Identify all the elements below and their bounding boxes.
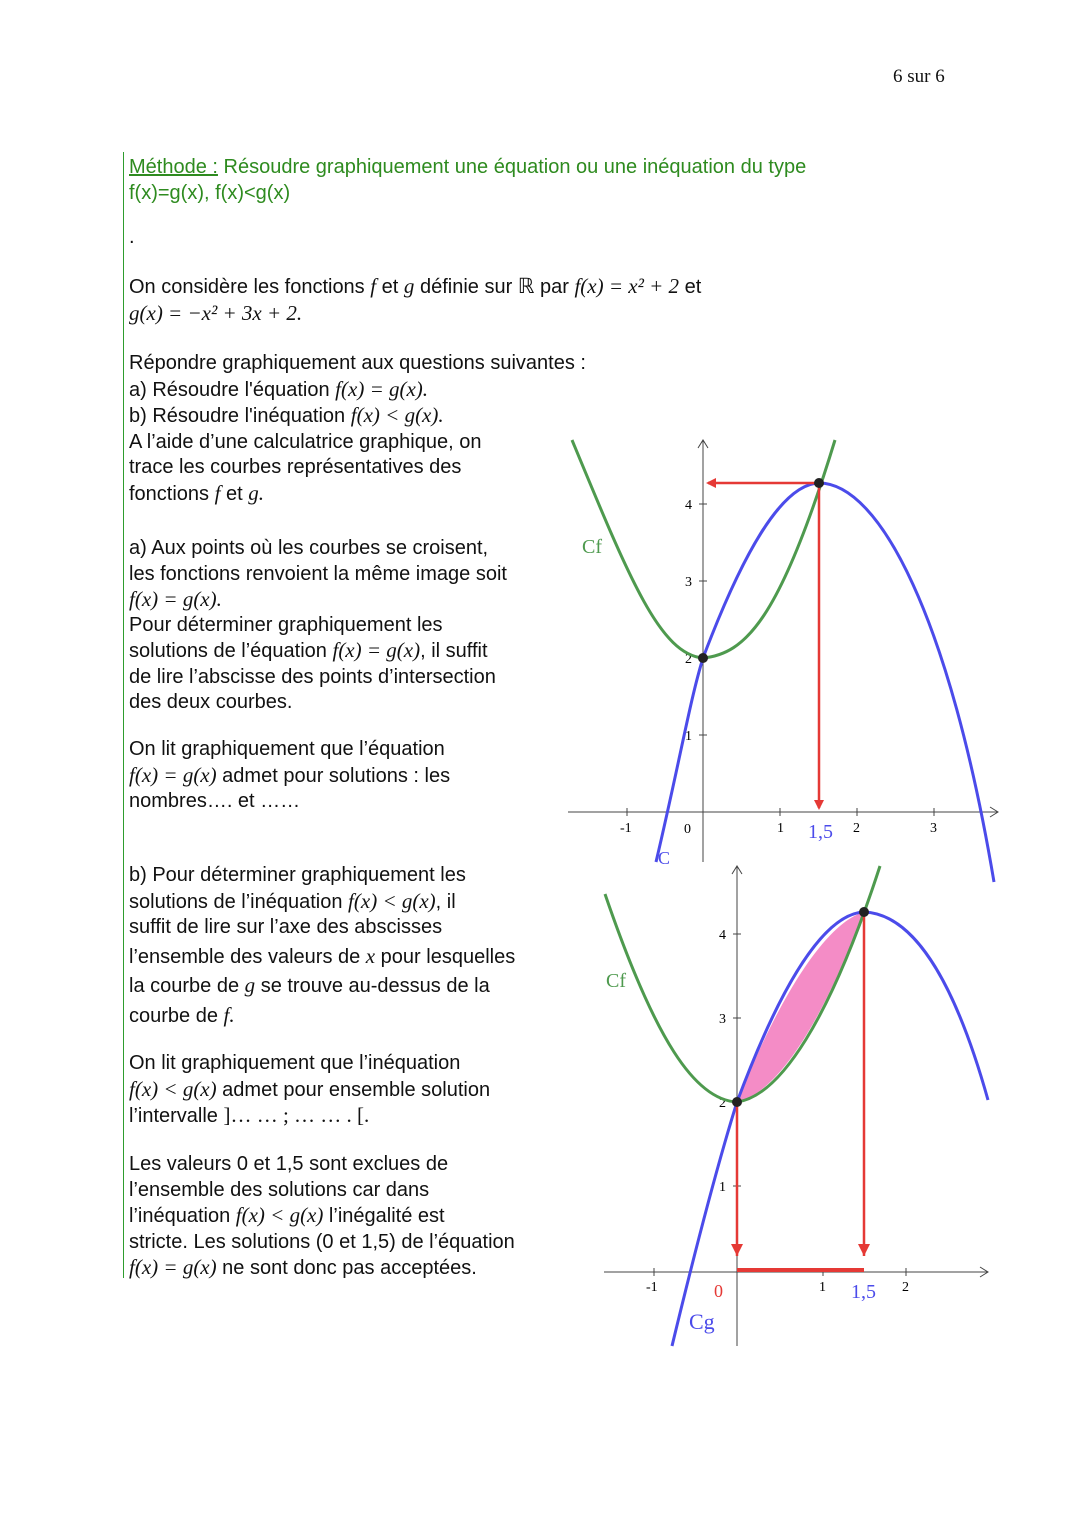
graph1-xtick-label: 2 [853,821,860,836]
intro-text: et [376,276,404,298]
graph2-label-cf: Cf [606,970,626,992]
part-b-exclusion-text: ne sont donc pas acceptées. [216,1257,477,1279]
graph1-ytick-label: 2 [685,652,692,667]
question-b: b) Résoudre l'inéquation [129,405,351,427]
part-b-exclusion-text: Les valeurs 0 et 1,5 sont exclues de [129,1153,449,1175]
part-b-text: suffit de lire sur l’axe des abscisses [129,916,443,938]
part-b-math: g [244,973,256,997]
graph2-intersection-point [859,907,869,917]
part-b-math: f. [223,1002,235,1027]
page-number: 6 sur 6 [893,66,945,87]
graph2-ticks [654,934,906,1276]
part-b-text: pour lesquelles [375,945,516,968]
part-a-text: Pour déterminer graphiquement les [129,613,443,636]
part-b-math: x [365,943,376,968]
method-title-line2: f(x)=g(x), f(x)<g(x) [129,181,291,204]
part-b-result-text: On lit graphiquement que l’inéquation [129,1052,461,1074]
method-title-line1: Résoudre graphiquement une équation ou une inéquation du type [223,156,807,178]
part-a-result-text: On lit graphiquement que l’équation [129,738,445,760]
part-a-math: f(x) = g(x) [332,638,421,662]
intro-text: par [534,276,575,298]
graph2-ytick-label: 4 [719,928,726,943]
math-g: g [403,274,415,298]
graph1-ytick-label: 3 [685,575,692,590]
part-b-exclusion-text: l’ensemble des solutions car dans [129,1178,430,1201]
graph2-xtick-label: 0 [714,1281,723,1301]
math-f: f [370,274,377,298]
calc-text: fonctions [129,482,215,505]
part-b-exclusion-text: l’inégalité est [323,1205,445,1227]
method-dot: . [129,226,135,248]
graph1-annotation: 1,5 [808,821,833,843]
part-b-result-math: f(x) < g(x) [129,1076,217,1101]
part-a-text: solutions de l’équation [129,640,333,662]
graph1-xtick-label: 1 [777,821,784,836]
math-g: g. [248,480,264,505]
part-b-text: courbe de [129,1004,224,1027]
part-b-text: b) Pour déterminer graphiquement les [129,864,466,886]
graph1-xtick-label: -1 [620,821,632,836]
question-a-math: f(x) = g(x). [335,376,429,401]
part-b-text: solutions de l’inéquation [129,890,349,913]
graph2-ytick-label: 2 [719,1096,726,1111]
intro-text: et [679,276,702,298]
part-b-exclusion-math: f(x) = g(x) [129,1255,217,1279]
part-a-text: de lire l’abscisse des points d’intersection [129,665,496,688]
part-b-text: l’ensemble des valeurs de [129,945,366,968]
graph2-label-cg: Cg [689,1309,715,1334]
graph1-xtick-label: 3 [930,821,937,836]
calc-text: trace les courbes représentatives des [129,456,462,478]
math-f: f [214,480,221,505]
intro-text: On considère les fonctions [129,276,371,298]
part-b-text: se trouve au-dessus de la [255,975,490,997]
questions-intro: Répondre graphiquement aux questions suivantes : [129,352,586,374]
part-b-math: f(x) < g(x) [348,888,436,913]
graph2-intersection-point [732,1097,742,1107]
part-b-result-text: admet pour ensemble solution [216,1078,491,1101]
question-a: a) Résoudre l'équation [129,378,336,401]
part-a-text: des deux courbes. [129,691,293,713]
part-b-exclusion-text: l’inéquation [129,1205,236,1227]
graph2-xtick-label: 1 [819,1280,826,1295]
part-b-text: la courbe de [129,975,245,997]
method-label: Méthode : [129,156,218,178]
f-definition: f(x) = x² + 2 [574,274,680,298]
question-b-math: f(x) < g(x). [350,403,444,427]
intro-text: définie sur [414,276,518,298]
math-R: ℝ [517,274,535,298]
part-b-result-text: l’intervalle [129,1105,224,1127]
part-b-exclusion-text: stricte. Les solutions (0 et 1,5) de l’équation [129,1230,515,1253]
part-a-text: les fonctions renvoient la même image soit [129,562,507,585]
graph1-xtick-label: 0 [684,822,691,837]
graph1-ytick-label: 4 [685,498,692,513]
part-a-result-text: admet pour solutions : les [216,764,451,787]
graph2-ytick-label: 3 [719,1012,726,1027]
g-definition: g(x) = −x² + 3x + 2. [129,300,303,325]
graph1-label-cf: Cf [582,536,602,558]
part-b-exclusion-math: f(x) < g(x) [235,1203,324,1227]
graph2-ytick-label: 1 [719,1180,726,1195]
graph2-xtick-label: -1 [646,1280,658,1295]
part-b-result-interval: ]… … ; … … . [. [223,1103,370,1127]
graph2-annotation: 1,5 [851,1281,876,1303]
part-a-math: f(x) = g(x). [129,587,222,611]
part-a-text: , il suffit [420,640,488,662]
part-a-result-math: f(x) = g(x) [129,762,217,787]
calc-text: et [220,482,249,505]
part-b-text: , il [435,890,456,913]
graph2-curve-f [605,866,880,1102]
graph2-xtick-label: 2 [902,1280,909,1295]
graph1-label-cg: C [658,848,671,868]
calc-text: A l’aide d’une calculatrice graphique, on [129,430,482,453]
part-a-result-text: nombres…. et …… [129,790,301,812]
part-a-text: a) Aux points où les courbes se croisent, [129,537,489,559]
graph1-ytick-label: 1 [685,729,692,744]
graph2-shaded-region [737,912,864,1102]
